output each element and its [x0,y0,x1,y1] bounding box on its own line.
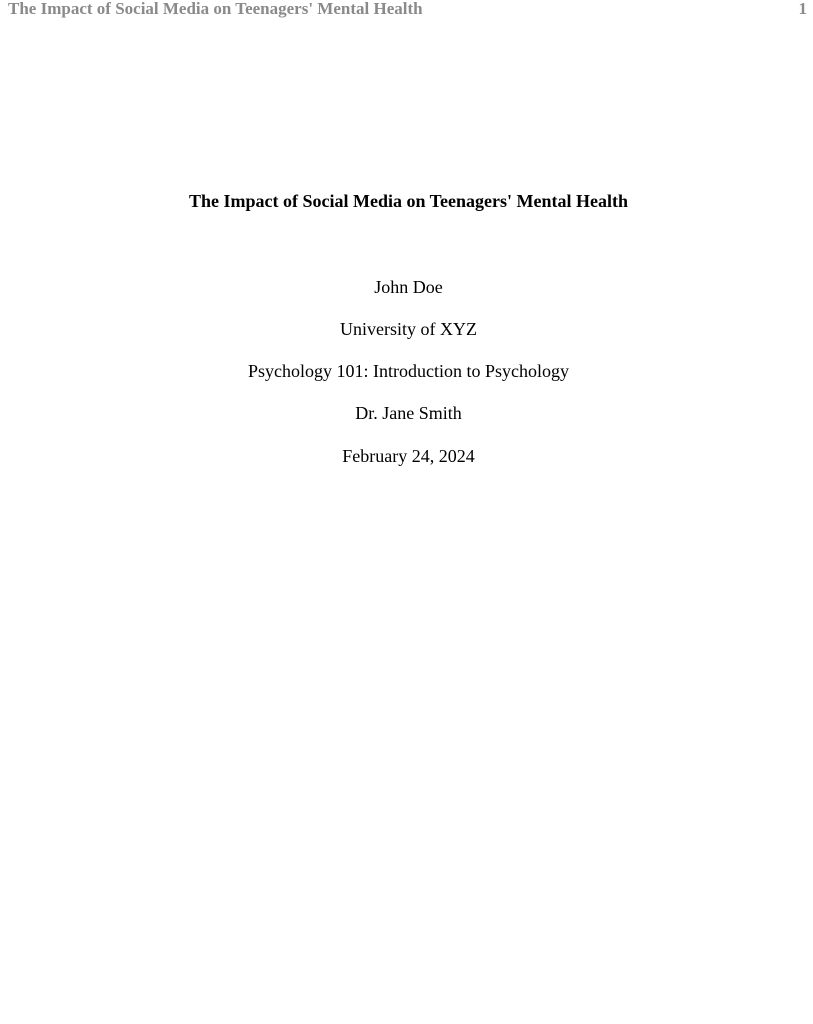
author-name: John Doe [374,277,443,297]
page-number: 1 [798,0,807,18]
instructor-name: Dr. Jane Smith [355,403,462,423]
running-head: The Impact of Social Media on Teenagers' Mental Health [8,0,423,18]
submission-date: February 24, 2024 [342,446,475,466]
paper-title: The Impact of Social Media on Teenagers' Mental Health [189,191,628,211]
institution-name: University of XYZ [340,319,477,339]
course-name: Psychology 101: Introduction to Psychology [248,361,569,381]
